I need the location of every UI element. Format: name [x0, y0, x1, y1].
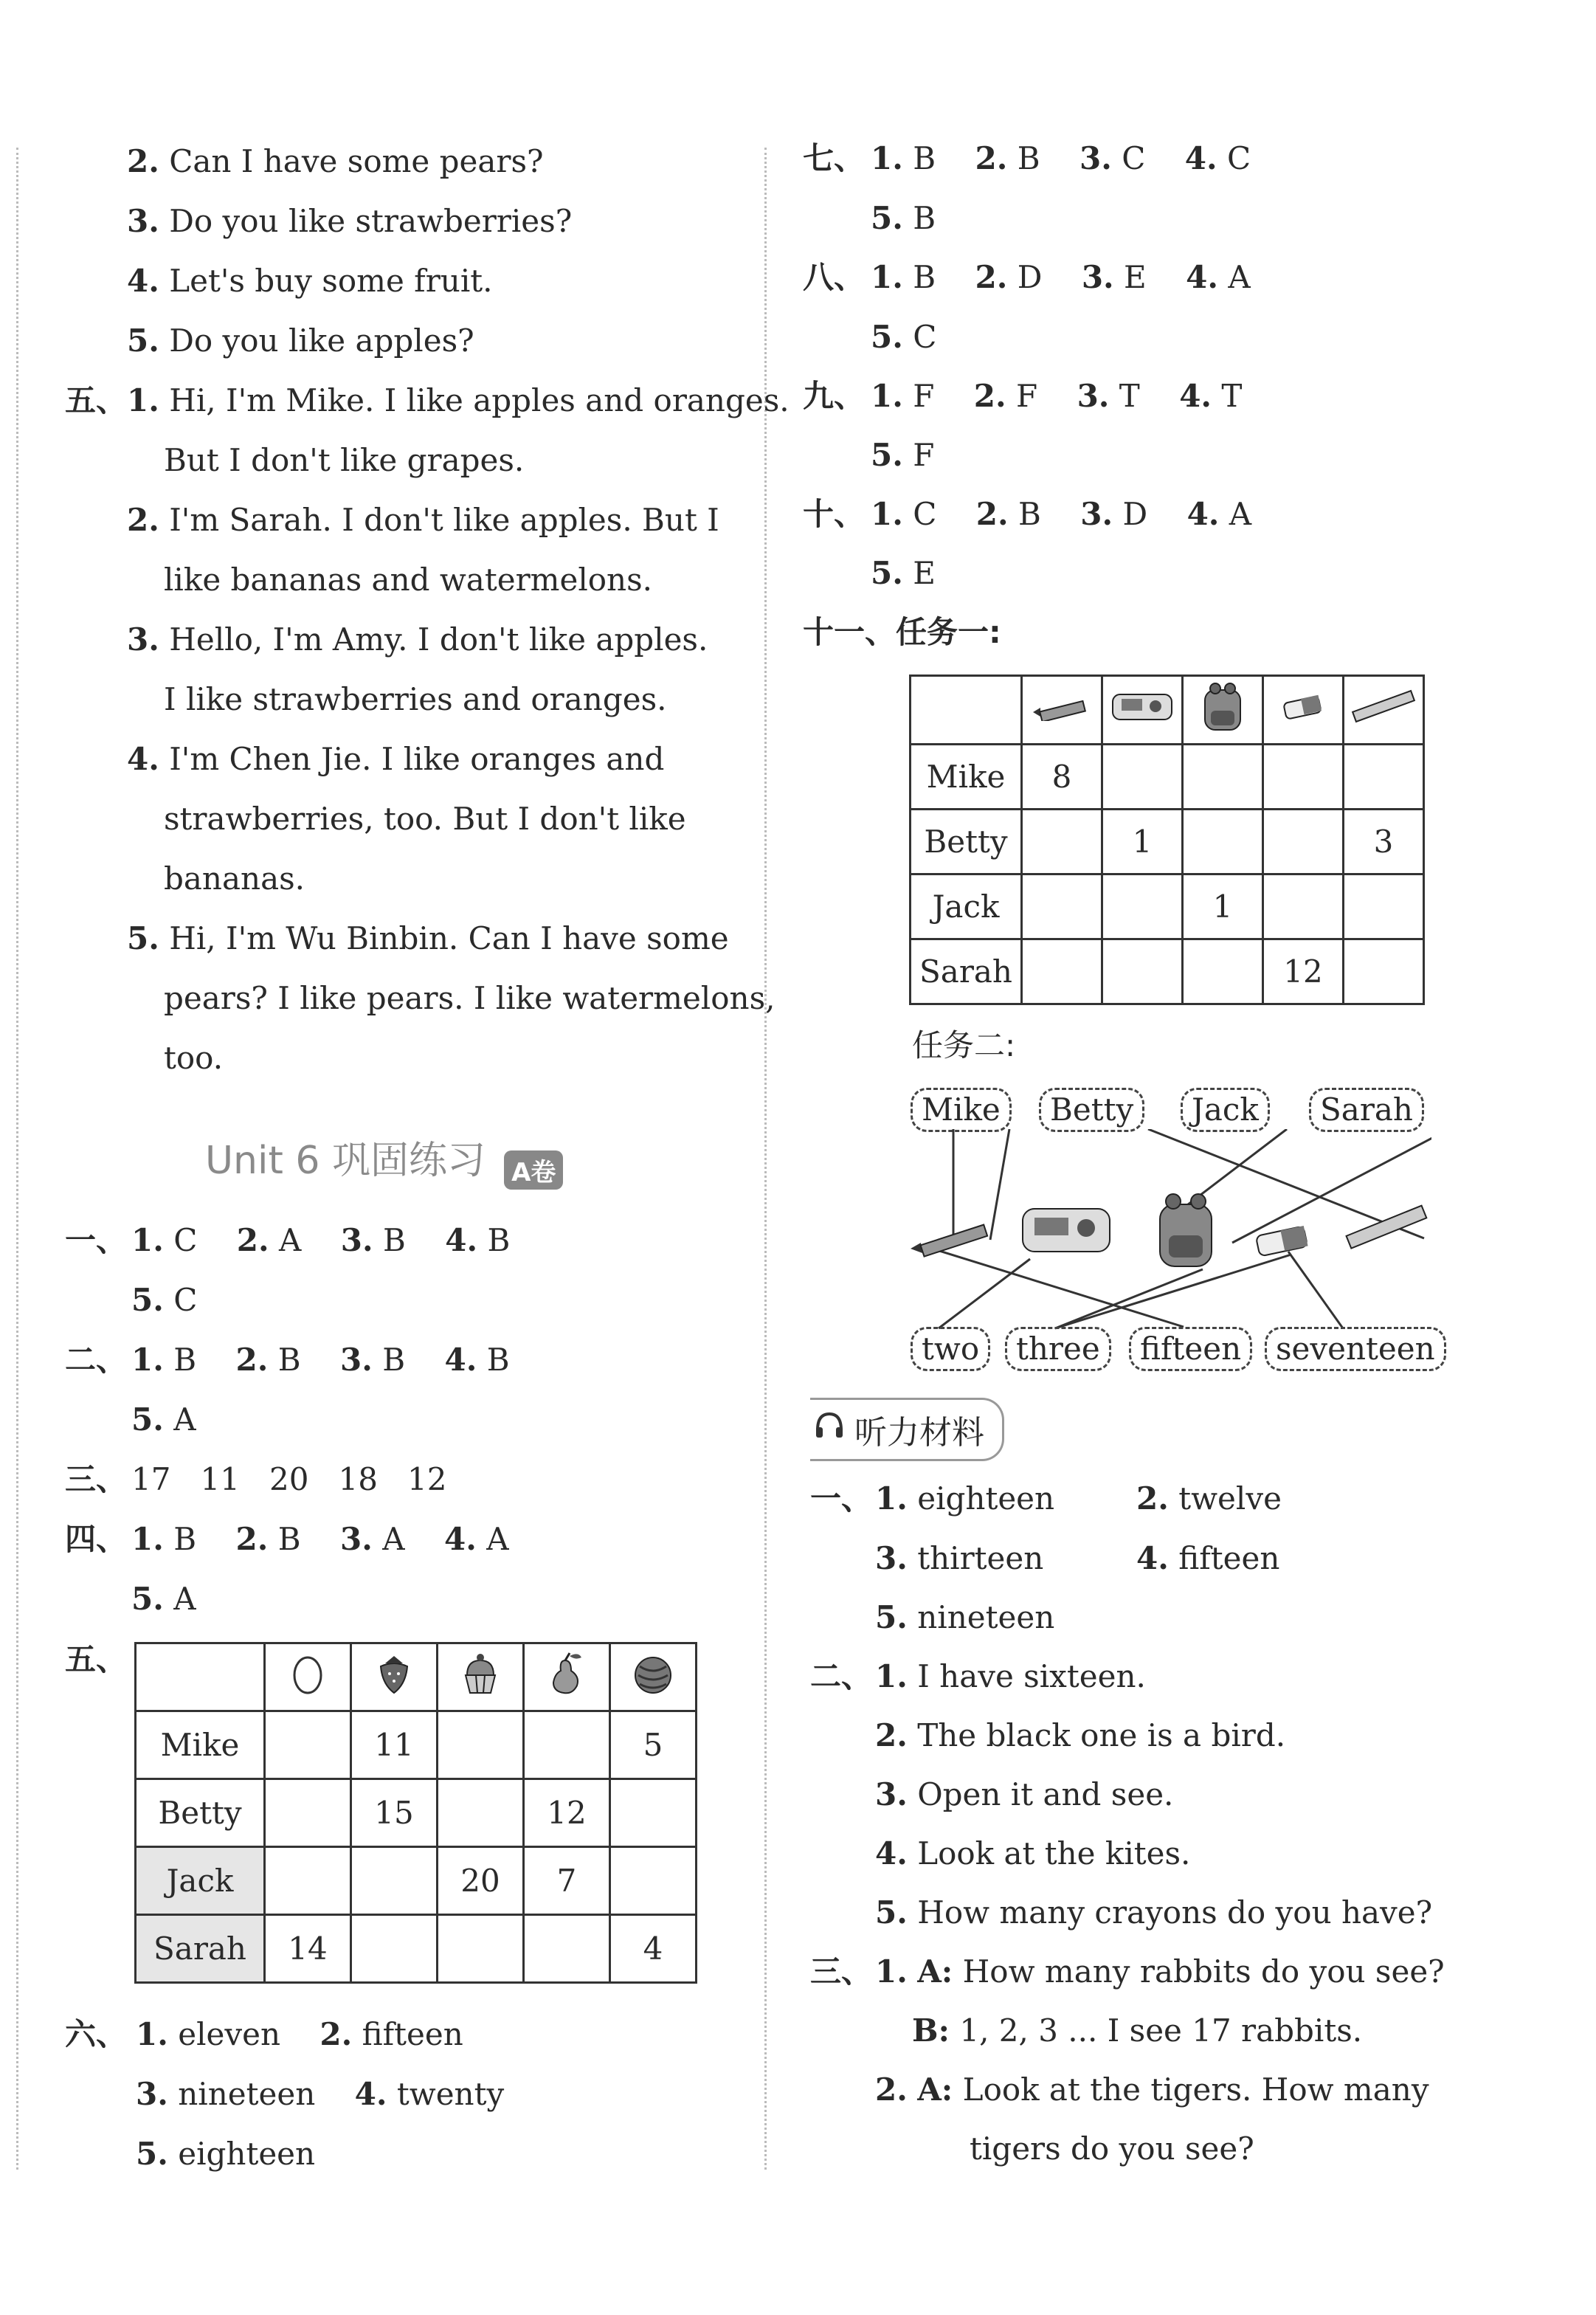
listening-title: 听力材料	[810, 1398, 1004, 1461]
row-name: Betty	[136, 1779, 265, 1847]
name-box: Sarah	[1309, 1088, 1424, 1132]
match-line	[939, 1259, 1030, 1328]
answer-line: 2. The black one is a bird.	[875, 1717, 1286, 1753]
answer-line: 2. I'm Sarah. I don't like apples. But I	[127, 502, 719, 538]
ruler-icon	[1341, 1201, 1430, 1253]
table-cell	[265, 1779, 351, 1847]
watermelon-icon	[610, 1643, 697, 1711]
table-cell	[1183, 939, 1263, 1004]
number-box: three	[1005, 1327, 1111, 1371]
table-cell: 12	[1263, 939, 1344, 1004]
section-label: 九、	[803, 378, 866, 414]
answer-line: 5. Do you like apples?	[127, 322, 474, 359]
answer-row: 5. eighteen	[136, 2136, 316, 2172]
table-cell: 4	[610, 1915, 697, 1983]
answer-row: 5. A	[131, 1401, 196, 1438]
answer-row: 1. B 2. B 3. C 4. C	[871, 140, 1251, 176]
left-margin-rule	[16, 148, 18, 2170]
ruler-icon	[1344, 676, 1424, 745]
table-cell	[524, 1915, 610, 1983]
unit-heading	[205, 1129, 563, 1190]
section-label: 八、	[803, 259, 866, 295]
pencil-icon	[908, 1213, 996, 1257]
answer-row: 5. B	[871, 200, 936, 236]
table-cell	[1022, 874, 1102, 939]
unit-title: Unit 6 巩固练习	[205, 1139, 486, 1183]
table-cell	[1263, 745, 1344, 810]
table-cell	[438, 1711, 524, 1779]
pencil-icon	[1022, 676, 1102, 745]
answer-line: 1. I have sixteen.	[875, 1658, 1146, 1694]
table-cell	[351, 1915, 438, 1983]
section-label: 七、	[803, 140, 866, 176]
table-cell: 11	[351, 1711, 438, 1779]
table-cell: 1	[1102, 810, 1183, 874]
answer-item: 2. twelve	[1136, 1480, 1282, 1517]
table-cell: 15	[351, 1779, 438, 1847]
match-line	[1288, 1252, 1343, 1328]
table-cell: 1	[1183, 874, 1263, 939]
section-label: 二、	[65, 1342, 128, 1378]
answer-line: 1. Hi, I'm Mike. I like apples and oranges.	[127, 382, 790, 418]
table-cell	[524, 1711, 610, 1779]
dialogue-line: 2. A: Look at the tigers. How many	[875, 2071, 1429, 2108]
table-cell	[1183, 810, 1263, 874]
table-corner	[136, 1643, 265, 1711]
name-box: Jack	[1181, 1088, 1270, 1132]
answer-item: 4. fifteen	[1136, 1540, 1280, 1576]
answer-item: 3. thirteen	[875, 1540, 1044, 1576]
eraser-icon	[1263, 676, 1344, 745]
row-name: Sarah	[911, 939, 1022, 1004]
table-cell	[1022, 939, 1102, 1004]
cupcake-icon	[438, 1643, 524, 1711]
section-label: 十、	[803, 496, 866, 532]
section-label: 二、	[810, 1658, 873, 1694]
egg-icon	[265, 1643, 351, 1711]
answer-line: bananas.	[164, 860, 305, 897]
section-label: 四、	[65, 1521, 128, 1557]
row-name: Jack	[136, 1847, 265, 1915]
section-label: 五、	[65, 1641, 128, 1677]
table-cell	[1344, 939, 1424, 1004]
section-label: 三、	[65, 1461, 128, 1497]
table-cell	[1344, 745, 1424, 810]
name-box: Mike	[911, 1088, 1012, 1132]
answer-row: 5. F	[871, 437, 935, 473]
answer-row: 5. E	[871, 555, 936, 591]
answer-line: like bananas and watermelons.	[164, 562, 653, 598]
table-cell	[351, 1847, 438, 1915]
answer-line: But I don't like grapes.	[164, 442, 525, 478]
dialogue-line: B: 1, 2, 3 ... I see 17 rabbits.	[912, 2012, 1363, 2049]
table-cell	[1263, 810, 1344, 874]
table-cell	[438, 1779, 524, 1847]
section-label: 一、	[65, 1222, 128, 1258]
pear-icon	[524, 1643, 610, 1711]
section-label: 三、	[810, 1953, 873, 1990]
answer-line: 3. Hello, I'm Amy. I don't like apples.	[127, 621, 708, 658]
table-cell	[438, 1915, 524, 1983]
answer-line: I like strawberries and oranges.	[164, 681, 667, 717]
answer-row: 1. C 2. B 3. D 4. A	[871, 496, 1252, 532]
table-cell: 7	[524, 1847, 610, 1915]
answer-line: 4. Look at the kites.	[875, 1835, 1191, 1871]
table-cell	[1102, 745, 1183, 810]
row-name: Jack	[911, 874, 1022, 939]
table-cell: 12	[524, 1779, 610, 1847]
table-cell	[610, 1779, 697, 1847]
row-name: Sarah	[136, 1915, 265, 1983]
task2-label: 任务二:	[912, 1027, 1016, 1063]
table-corner	[911, 676, 1022, 745]
answer-row: 5. A	[131, 1581, 196, 1617]
section-label: 六、	[65, 2016, 128, 2052]
table-cell: 14	[265, 1915, 351, 1983]
table-cell	[1102, 874, 1183, 939]
table-cell	[1263, 874, 1344, 939]
table-cell	[1344, 874, 1424, 939]
answer-row: 3. nineteen 4. twenty	[136, 2076, 505, 2112]
answer-line: 4. I'm Chen Jie. I like oranges and	[127, 741, 665, 777]
schoolbag-icon	[1145, 1185, 1226, 1274]
answer-row: 1. B 2. B 3. B 4. B	[131, 1342, 510, 1378]
answer-item: 1. eighteen	[875, 1480, 1055, 1517]
table-cell	[265, 1847, 351, 1915]
answer-row: 1. B 2. B 3. A 4. A	[131, 1521, 509, 1557]
answer-row: 1. C 2. A 3. B 4. B	[131, 1222, 511, 1258]
table-cell: 5	[610, 1711, 697, 1779]
pencil-box-icon	[1102, 676, 1183, 745]
name-box: Betty	[1039, 1088, 1144, 1132]
table-cell: 8	[1022, 745, 1102, 810]
answer-row: 1. eleven 2. fifteen	[136, 2016, 463, 2052]
answer-line: 3. Open it and see.	[875, 1776, 1174, 1812]
row-name: Betty	[911, 810, 1022, 874]
strawberry-icon	[351, 1643, 438, 1711]
answer-line: too.	[164, 1040, 224, 1076]
table-cell: 3	[1344, 810, 1424, 874]
row-name: Mike	[911, 745, 1022, 810]
answer-row: 17 11 20 18 12	[131, 1461, 447, 1497]
answer-line: 5. How many crayons do you have?	[875, 1894, 1433, 1931]
table-cell: 20	[438, 1847, 524, 1915]
answer-row: 1. B 2. D 3. E 4. A	[871, 259, 1251, 295]
row-name: Mike	[136, 1711, 265, 1779]
answer-line: strawberries, too. But I don't like	[164, 801, 686, 837]
dialogue-line: tigers do you see?	[970, 2131, 1254, 2167]
number-box: fifteen	[1129, 1327, 1252, 1371]
section-label: 一、	[810, 1480, 873, 1517]
table-cell	[1102, 939, 1183, 1004]
answer-row: 5. C	[131, 1282, 198, 1318]
match-line	[1055, 1269, 1203, 1328]
column-divider	[764, 148, 767, 2170]
eraser-icon	[1250, 1218, 1316, 1262]
table-cell	[265, 1711, 351, 1779]
answer-line: 5. Hi, I'm Wu Binbin. Can I have some	[127, 920, 729, 956]
answer-line: 4. Let's buy some fruit.	[127, 263, 493, 299]
answer-line: 2. Can I have some pears?	[127, 143, 544, 179]
table-cell	[1183, 745, 1263, 810]
unit-badge: A卷	[504, 1150, 563, 1190]
answer-line: 3. Do you like strawberries?	[127, 203, 573, 239]
number-box: two	[911, 1327, 990, 1371]
pencil-box-icon	[1015, 1198, 1119, 1265]
task1-label: 十一、任务一:	[803, 614, 1001, 650]
schoolbag-icon	[1183, 676, 1263, 745]
table-cell	[1022, 810, 1102, 874]
section-label: 五、	[65, 382, 128, 418]
answer-line: pears? I like pears. I like watermelons,	[164, 980, 775, 1016]
dialogue-line: 1. A: How many rabbits do you see?	[875, 1953, 1445, 1990]
supply-table	[909, 675, 1425, 1005]
answer-row: 1. F 2. F 3. T 4. T	[871, 378, 1243, 414]
answer-item: 5. nineteen	[875, 1599, 1055, 1635]
table-cell	[610, 1847, 697, 1915]
number-box: seventeen	[1265, 1327, 1446, 1371]
answer-row: 5. C	[871, 319, 937, 355]
fruit-table	[134, 1642, 697, 1984]
